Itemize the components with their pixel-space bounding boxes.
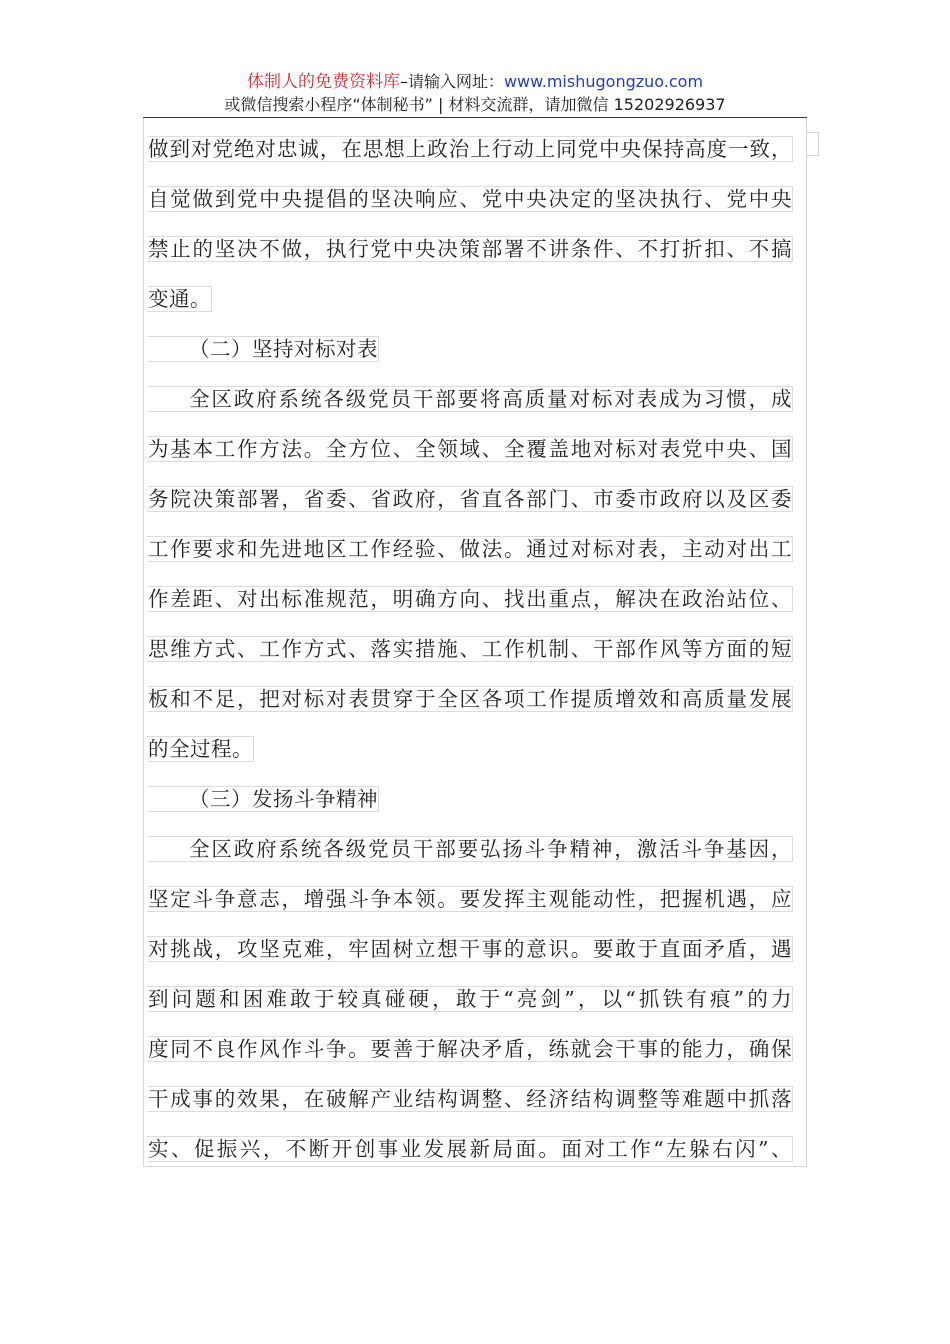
text-line: 工作要求和先进地区工作经验、做法。通过对标对表，主动对出工 — [148, 537, 792, 561]
url-prompt: –请输入网址： — [399, 72, 504, 91]
text-line: 做到对党绝对忠诚，在思想上政治上行动上同党中央保持高度一致， — [148, 137, 792, 161]
body-text — [147, 124, 793, 1174]
page-header — [143, 70, 807, 116]
text-line: 务院决策部署，省委、省政府，省直各部门、市委市政府以及区委 — [148, 487, 792, 511]
header-banner — [143, 70, 807, 94]
text-line: 禁止的坚决不做，执行党中央决策部署不讲条件、不打折扣、不搞 — [148, 237, 792, 261]
brand-title: 体制人的免费资料库 — [246, 72, 400, 92]
text-line: 板和不足，把对标对表贯穿于全区各项工作提质增效和高质量发展 — [148, 687, 792, 711]
text-line: 为基本工作方法。全方位、全领域、全覆盖地对标对表党中央、国 — [148, 437, 792, 461]
section-heading: （三）发扬斗争精神 — [147, 774, 793, 824]
text-line: 思维方式、工作方式、落实措施、工作机制、干部作风等方面的短 — [148, 637, 792, 661]
section-heading: （二）坚持对标对表 — [147, 324, 793, 374]
text-line: 实、促振兴，不断开创事业发展新局面。面对工作“左躲右闪”、 — [148, 1137, 792, 1161]
text-line: 变通。 — [148, 287, 211, 311]
header-subline: 或微信搜索小程序“体制秘书” | 材料交流群，请加微信 15202926937 — [224, 95, 726, 114]
text-line: 全区政府系统各级党员干部要将高质量对标对表成为习惯，成 — [147, 374, 793, 424]
text-line: 度同不良作风作斗争。要善于解决矛盾，练就会干事的能力，确保 — [148, 1037, 792, 1061]
text-line: 干成事的效果，在破解产业结构调整、经济结构调整等难题中抓落 — [148, 1087, 792, 1111]
website-link[interactable]: www.mishugongzuo.com — [503, 72, 704, 91]
text-line: 自觉做到党中央提倡的坚决响应、党中央决定的坚决执行、党中央 — [148, 187, 792, 211]
text-line: 对挑战，攻坚克难，牢固树立想干事的意识。要敢于直面矛盾，遇 — [148, 937, 792, 961]
text-line: 全区政府系统各级党员干部要弘扬斗争精神，激活斗争基因， — [147, 824, 793, 874]
text-line: 到问题和困难敢于较真碰硬，敢于“亮剑”，以“抓铁有痕”的力 — [148, 987, 792, 1011]
frame-corner-mark — [807, 132, 819, 156]
text-line: 作差距、对出标准规范，明确方向、找出重点，解决在政治站位、 — [148, 587, 792, 611]
text-line: 坚定斗争意志，增强斗争本领。要发挥主观能动性，把握机遇，应 — [148, 887, 792, 911]
text-line: 的全过程。 — [148, 737, 253, 761]
